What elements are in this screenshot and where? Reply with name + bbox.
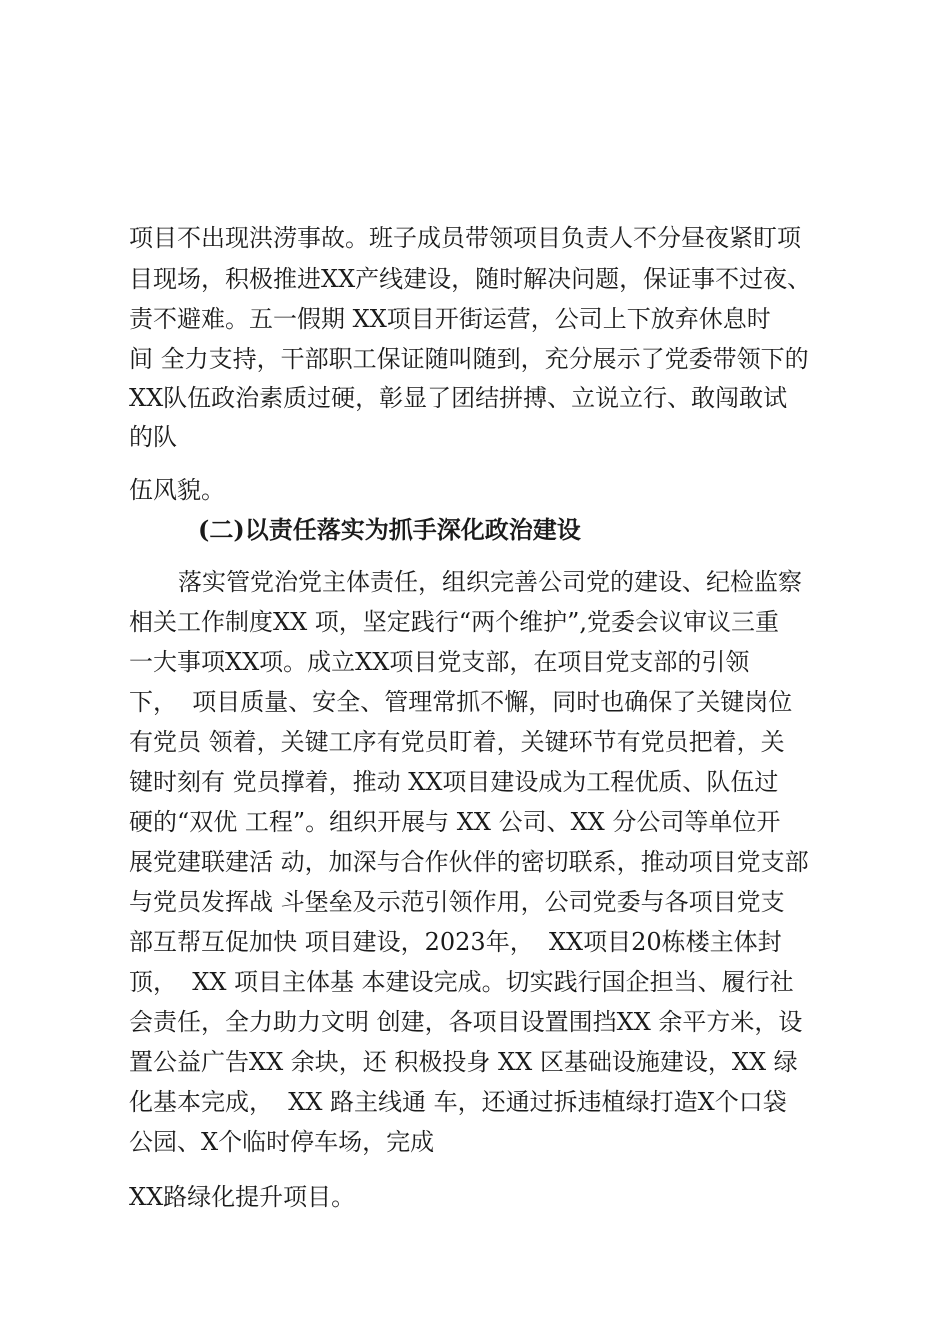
text-line: XX路绿化提升项目。 [129,1183,356,1211]
text-line: 顶， XX 项目主体基 本建设完成。切实践行国企担当、履行社 [129,968,794,996]
text-line: 有党员 领着，关键工序有党员盯着，关键环节有党员把着，关 [129,728,785,756]
text-line: 目现场，积极推进XX产线建设，随时解决问题，保证事不过夜、 [129,265,812,293]
text-line: 间 全力支持，干部职工保证随叫随到，充分展示了党委带领下的 [129,345,809,373]
text-line: 与党员发挥战 斗堡垒及示范引领作用，公司党委与各项目党支 [129,888,785,916]
text-line: 会责任，全力助力文明 创建，各项目设置围挡XX 余平方米，设 [129,1008,803,1036]
text-line: 一大事项XX项。成立XX项目党支部，在项目党支部的引领 [129,648,750,676]
text-line: 展党建联建活 动，加深与合作伙伴的密切联系，推动项目党支部 [129,848,809,876]
text-line: 下， 项目质量、安全、管理常抓不懈，同时也确保了关键岗位 [129,688,793,716]
text-line: 键时刻有 党员撑着，推动 XX项目建设成为工程优质、队伍过 [129,768,779,796]
text-line: XX队伍政治素质过硬，彰显了团结拼搏、立说立行、敢闯敢试 [129,384,788,412]
text-line: 硬的“双优 工程”。组织开展与 XX 公司、XX 分公司等单位开 [129,808,781,836]
text-line: 相关工作制度XX 项，坚定践行“两个维护”,党委会议审议三重 [129,608,779,636]
text-line: 化基本完成， XX 路主线通 车，还通过拆违植绿打造X个口袋 [129,1088,787,1116]
text-line: 公园、X个临时停车场，完成 [129,1128,435,1156]
paragraph-first-line: 落实管党治党主体责任，组织完善公司党的建设、纪检监察 [178,568,802,596]
text-line: 的队 [129,423,177,451]
text-line: 伍风貌。 [129,476,225,504]
text-line: 置公益广告XX 余块，还 积极投身 XX 区基础设施建设，XX 绿 [129,1048,798,1076]
section-heading: (二)以责任落实为抓手深化政治建设 [198,515,581,544]
text-line: 责不避难。五一假期 XX项目开街运营，公司上下放弃休息时 [129,305,771,333]
text-line: 项目不出现洪涝事故。班子成员带领项目负责人不分昼夜紧盯项 [129,224,801,252]
text-line: 部互帮互促加快 项目建设，2023年， XX项目20栋楼主体封 [129,928,782,956]
